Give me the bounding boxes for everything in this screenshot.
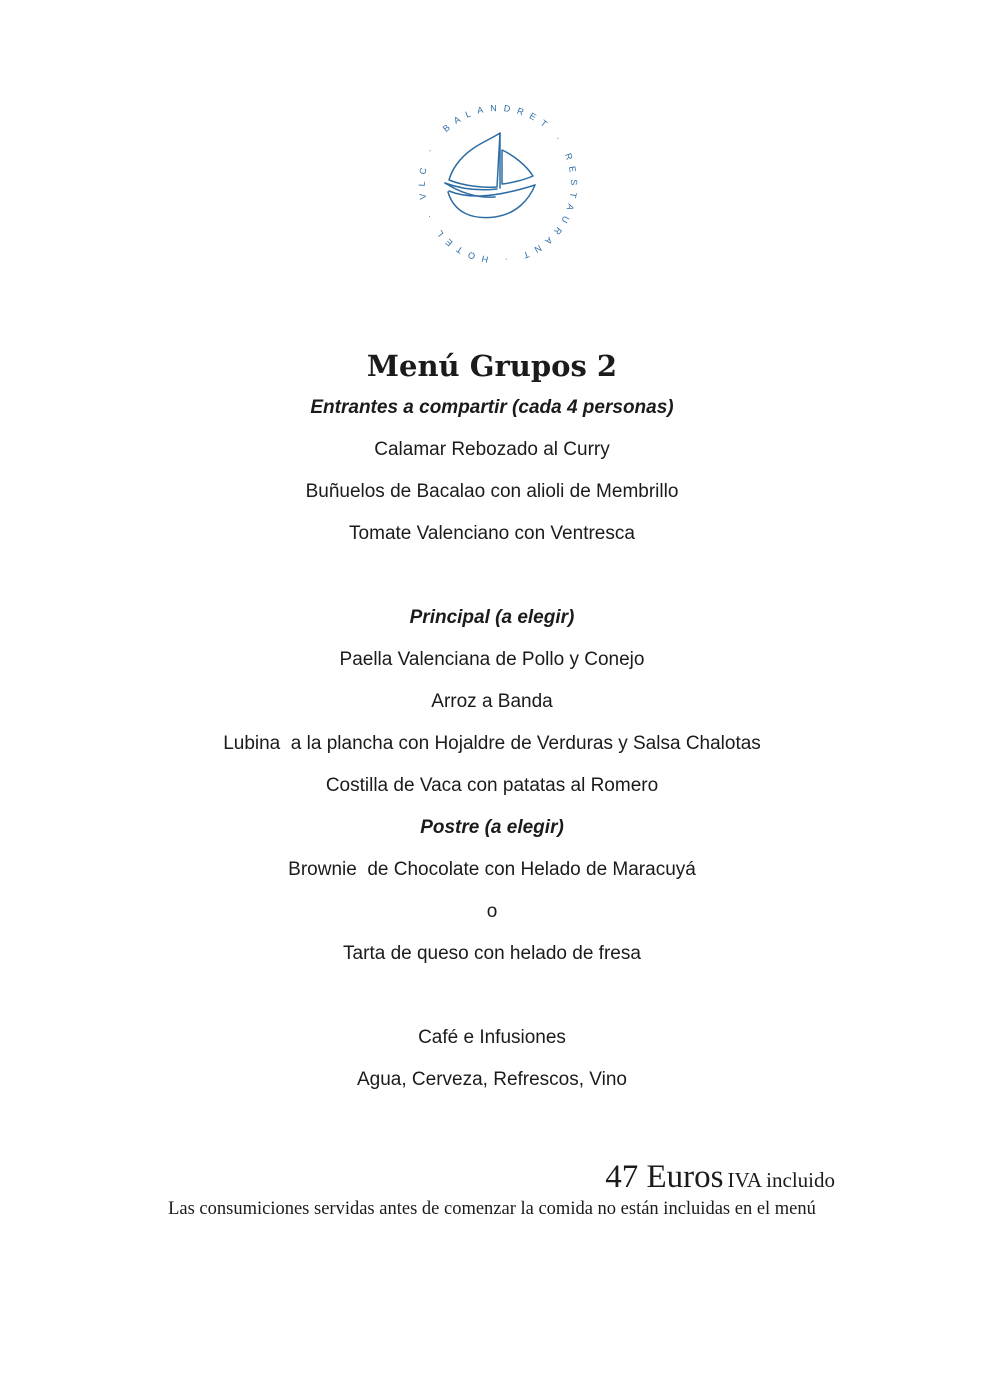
price-vat-note: IVA incluido: [727, 1168, 835, 1192]
menu-item: Café e Infusiones: [418, 1027, 566, 1048]
menu-item: Brownie de Chocolate con Helado de Maracuyá: [288, 859, 696, 880]
menu-item: Tarta de queso con helado de fresa: [343, 943, 641, 964]
logo-ring-text: BALANDRET · RESTAURANT · HOTEL · VLC ·: [416, 103, 580, 266]
menu-title: Menú Grupos 2: [366, 349, 618, 383]
restaurant-logo: [376, 62, 620, 306]
menu-item: Calamar Rebozado al Curry: [374, 439, 610, 460]
menu-item: Agua, Cerveza, Refrescos, Vino: [356, 1069, 627, 1090]
menu-item: Arroz a Banda: [431, 691, 553, 712]
blank-line: [0, 975, 984, 1017]
section-header-postre: Postre (a elegir): [420, 817, 564, 838]
section-header-entrantes: Entrantes a compartir (cada 4 personas): [310, 397, 674, 418]
menu-item: Buñuelos de Bacalao con alioli de Membrillo: [305, 481, 679, 502]
footer-disclaimer: Las consumiciones servidas antes de comenzar la comida no están incluidas en el menú: [168, 1199, 816, 1219]
menu-item: Paella Valenciana de Pollo y Conejo: [339, 649, 645, 670]
sailboat-logo-icon: [376, 62, 620, 306]
menu-item: Lubina a la plancha con Hojaldre de Verduras y Salsa Chalotas: [223, 733, 761, 754]
menu-item: Tomate Valenciano con Ventresca: [349, 523, 635, 544]
sailboat-drawing: [445, 133, 535, 218]
menu-item-or-separator: o: [486, 901, 498, 922]
menu-item: Costilla de Vaca con patatas al Romero: [325, 775, 659, 796]
blank-line: [0, 555, 984, 597]
price-amount: 47 Euros: [605, 1159, 724, 1195]
price-line: [0, 1152, 984, 1202]
section-header-principal: Principal (a elegir): [409, 607, 575, 628]
menu-body: [0, 345, 984, 1101]
